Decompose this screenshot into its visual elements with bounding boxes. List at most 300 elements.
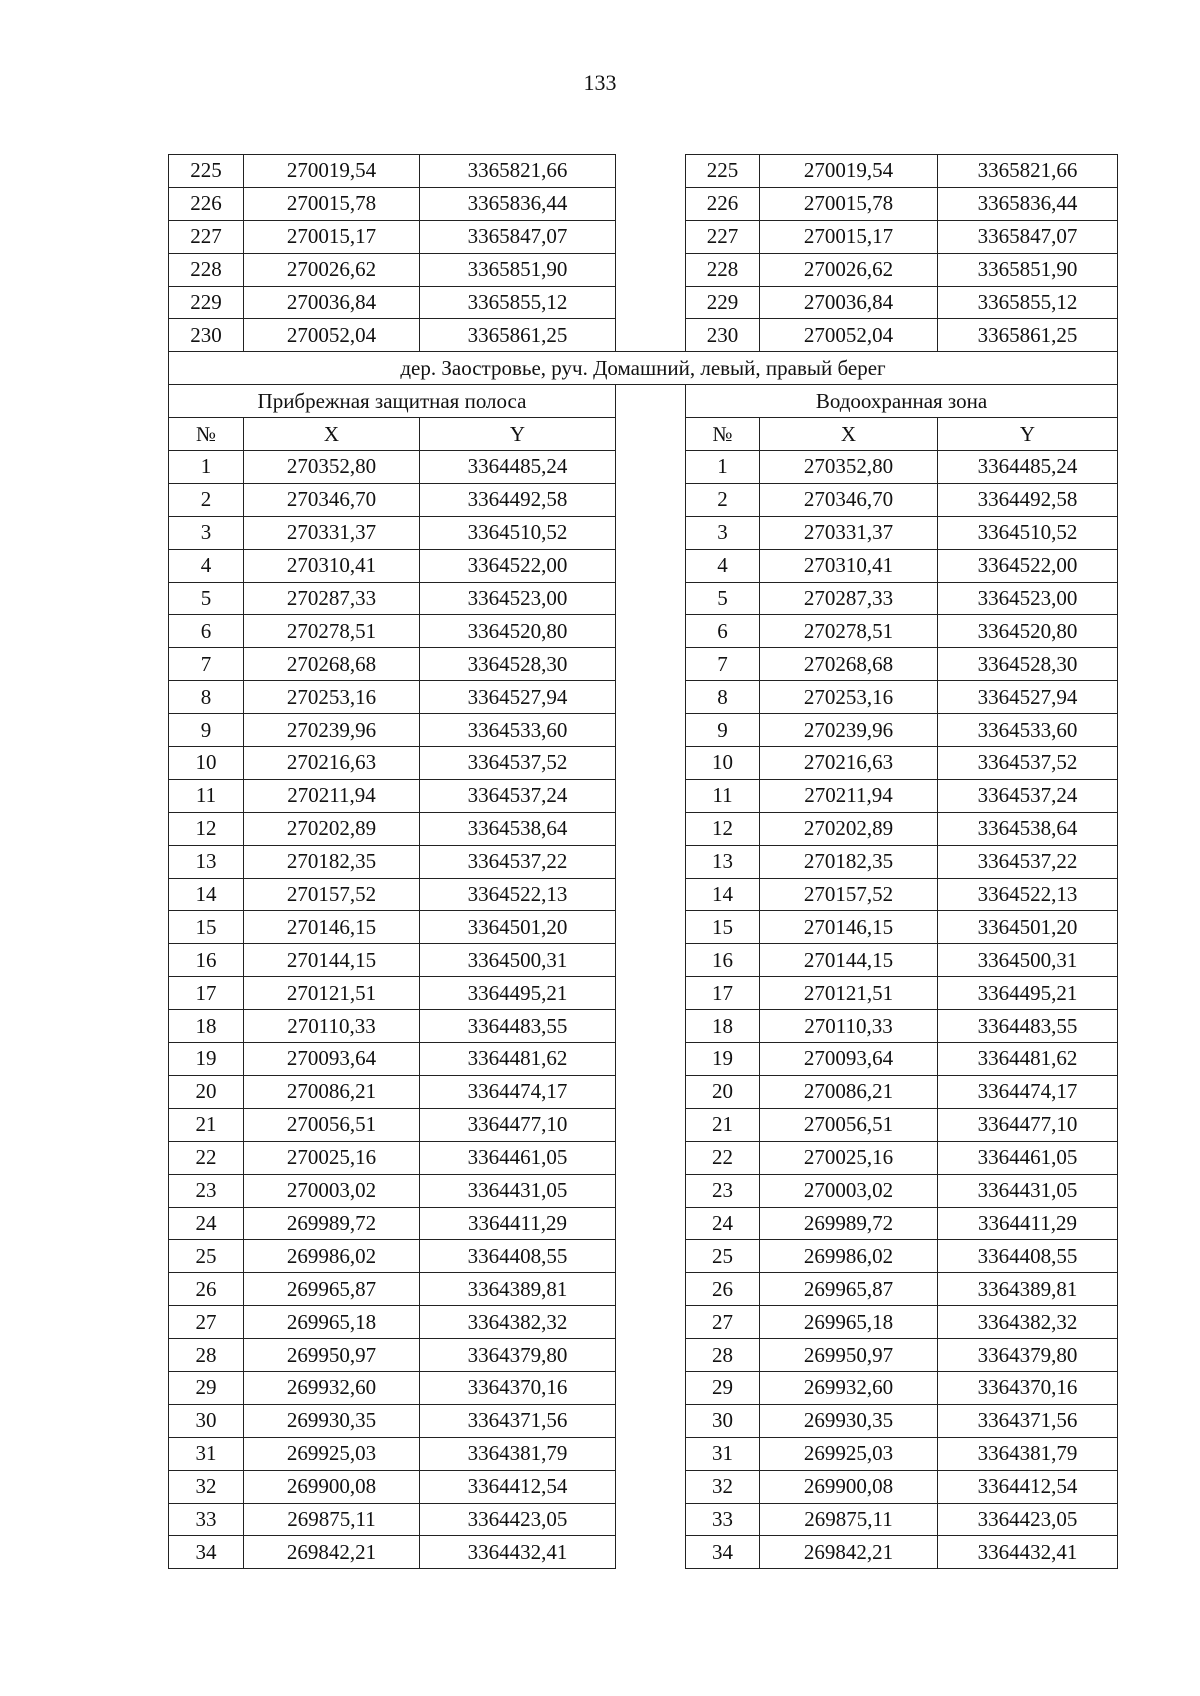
right-x-coordinate: 269950,97 bbox=[760, 1339, 938, 1372]
right-y-coordinate: 3364495,21 bbox=[938, 977, 1118, 1010]
left-y-coordinate: 3364461,05 bbox=[420, 1141, 616, 1174]
left-y-coordinate: 3364370,16 bbox=[420, 1371, 616, 1404]
right-y-coordinate: 3365847,07 bbox=[938, 220, 1118, 253]
column-gap bbox=[616, 911, 686, 944]
left-y-coordinate: 3364500,31 bbox=[420, 944, 616, 977]
right-y-coordinate: 3364431,05 bbox=[938, 1174, 1118, 1207]
right-point-number: 28 bbox=[686, 1339, 760, 1372]
right-x-coordinate: 270056,51 bbox=[760, 1108, 938, 1141]
left-y-coordinate: 3364389,81 bbox=[420, 1273, 616, 1306]
right-y-coordinate: 3365855,12 bbox=[938, 286, 1118, 319]
table-row bbox=[169, 1371, 1118, 1404]
table-row bbox=[169, 516, 1118, 549]
left-x-coordinate: 270093,64 bbox=[244, 1043, 420, 1076]
left-y-coordinate: 3364485,24 bbox=[420, 451, 616, 484]
left-x-coordinate: 270003,02 bbox=[244, 1174, 420, 1207]
left-y-coordinate: 3364501,20 bbox=[420, 911, 616, 944]
table-row bbox=[169, 286, 1118, 319]
left-point-number: 13 bbox=[169, 845, 244, 878]
left-point-number: 8 bbox=[169, 681, 244, 714]
left-y-coordinate: 3364533,60 bbox=[420, 714, 616, 747]
table-row bbox=[169, 1240, 1118, 1273]
right-x-coordinate: 270086,21 bbox=[760, 1075, 938, 1108]
column-gap bbox=[616, 845, 686, 878]
right-point-number: 19 bbox=[686, 1043, 760, 1076]
left-point-number: 33 bbox=[169, 1503, 244, 1536]
right-point-number: 17 bbox=[686, 977, 760, 1010]
right-y-coordinate: 3364382,32 bbox=[938, 1306, 1118, 1339]
right-x-coordinate: 269900,08 bbox=[760, 1470, 938, 1503]
left-x-coordinate: 269900,08 bbox=[244, 1470, 420, 1503]
right-x-header: X bbox=[760, 418, 938, 451]
column-gap bbox=[616, 418, 686, 451]
right-point-number: 3 bbox=[686, 516, 760, 549]
right-y-coordinate: 3364537,24 bbox=[938, 779, 1118, 812]
left-point-number: 12 bbox=[169, 812, 244, 845]
table-row bbox=[169, 1404, 1118, 1437]
left-x-coordinate: 269930,35 bbox=[244, 1404, 420, 1437]
left-point-number: 15 bbox=[169, 911, 244, 944]
left-x-coordinate: 270110,33 bbox=[244, 1010, 420, 1043]
left-point-number: 25 bbox=[169, 1240, 244, 1273]
right-point-number: 227 bbox=[686, 220, 760, 253]
right-point-number: 24 bbox=[686, 1207, 760, 1240]
right-y-coordinate: 3365861,25 bbox=[938, 319, 1118, 352]
left-x-coordinate: 270052,04 bbox=[244, 319, 420, 352]
table-row bbox=[169, 1306, 1118, 1339]
left-y-coordinate: 3364522,00 bbox=[420, 549, 616, 582]
right-x-coordinate: 270352,80 bbox=[760, 451, 938, 484]
left-point-number: 4 bbox=[169, 549, 244, 582]
column-gap bbox=[616, 1141, 686, 1174]
right-point-number: 18 bbox=[686, 1010, 760, 1043]
table-row bbox=[169, 747, 1118, 780]
left-y-coordinate: 3364431,05 bbox=[420, 1174, 616, 1207]
column-gap bbox=[616, 582, 686, 615]
right-x-coordinate: 269842,21 bbox=[760, 1536, 938, 1569]
table-row bbox=[169, 253, 1118, 286]
left-x-coordinate: 270278,51 bbox=[244, 615, 420, 648]
column-gap bbox=[616, 1339, 686, 1372]
left-x-coordinate: 269950,97 bbox=[244, 1339, 420, 1372]
right-y-coordinate: 3364411,29 bbox=[938, 1207, 1118, 1240]
right-y-coordinate: 3364522,13 bbox=[938, 878, 1118, 911]
left-x-coordinate: 270121,51 bbox=[244, 977, 420, 1010]
right-point-number: 4 bbox=[686, 549, 760, 582]
table-row bbox=[169, 220, 1118, 253]
right-point-number: 228 bbox=[686, 253, 760, 286]
right-point-number: 230 bbox=[686, 319, 760, 352]
column-gap bbox=[616, 1536, 686, 1569]
table-row bbox=[169, 845, 1118, 878]
right-x-coordinate: 270093,64 bbox=[760, 1043, 938, 1076]
right-y-coordinate: 3364381,79 bbox=[938, 1437, 1118, 1470]
left-x-coordinate: 269965,18 bbox=[244, 1306, 420, 1339]
right-x-coordinate: 270003,02 bbox=[760, 1174, 938, 1207]
left-point-number: 22 bbox=[169, 1141, 244, 1174]
column-gap bbox=[616, 1273, 686, 1306]
right-y-coordinate: 3364483,55 bbox=[938, 1010, 1118, 1043]
right-point-number: 15 bbox=[686, 911, 760, 944]
left-y-coordinate: 3364423,05 bbox=[420, 1503, 616, 1536]
left-x-coordinate: 270211,94 bbox=[244, 779, 420, 812]
column-gap bbox=[616, 220, 686, 253]
left-x-coordinate: 270015,78 bbox=[244, 187, 420, 220]
left-y-coordinate: 3364495,21 bbox=[420, 977, 616, 1010]
right-x-coordinate: 269930,35 bbox=[760, 1404, 938, 1437]
right-x-coordinate: 270015,78 bbox=[760, 187, 938, 220]
left-point-number: 5 bbox=[169, 582, 244, 615]
right-x-coordinate: 270146,15 bbox=[760, 911, 938, 944]
left-point-number: 3 bbox=[169, 516, 244, 549]
right-x-coordinate: 269986,02 bbox=[760, 1240, 938, 1273]
right-y-coordinate: 3364537,52 bbox=[938, 747, 1118, 780]
left-x-coordinate: 269925,03 bbox=[244, 1437, 420, 1470]
column-gap bbox=[616, 779, 686, 812]
left-point-number: 28 bbox=[169, 1339, 244, 1372]
table-row bbox=[169, 615, 1118, 648]
column-gap bbox=[616, 549, 686, 582]
left-point-number: 23 bbox=[169, 1174, 244, 1207]
table-row bbox=[169, 1273, 1118, 1306]
column-gap bbox=[616, 1470, 686, 1503]
table-row bbox=[169, 714, 1118, 747]
left-y-coordinate: 3365851,90 bbox=[420, 253, 616, 286]
right-x-coordinate: 269875,11 bbox=[760, 1503, 938, 1536]
coordinate-rows bbox=[169, 451, 1118, 1569]
left-y-coordinate: 3364523,00 bbox=[420, 582, 616, 615]
left-x-coordinate: 269986,02 bbox=[244, 1240, 420, 1273]
column-gap bbox=[616, 1207, 686, 1240]
left-x-coordinate: 270287,33 bbox=[244, 582, 420, 615]
column-gap bbox=[616, 1043, 686, 1076]
right-point-number: 9 bbox=[686, 714, 760, 747]
left-point-number: 16 bbox=[169, 944, 244, 977]
right-y-coordinate: 3364492,58 bbox=[938, 483, 1118, 516]
column-gap bbox=[616, 1108, 686, 1141]
left-y-coordinate: 3364528,30 bbox=[420, 648, 616, 681]
column-gap bbox=[616, 1404, 686, 1437]
left-point-number: 228 bbox=[169, 253, 244, 286]
left-x-coordinate: 270352,80 bbox=[244, 451, 420, 484]
right-point-number: 23 bbox=[686, 1174, 760, 1207]
left-x-coordinate: 270157,52 bbox=[244, 878, 420, 911]
left-x-coordinate: 270239,96 bbox=[244, 714, 420, 747]
column-gap bbox=[616, 1371, 686, 1404]
right-y-header: Y bbox=[938, 418, 1118, 451]
right-x-coordinate: 269965,18 bbox=[760, 1306, 938, 1339]
right-y-coordinate: 3364481,62 bbox=[938, 1043, 1118, 1076]
right-x-coordinate: 269989,72 bbox=[760, 1207, 938, 1240]
right-y-coordinate: 3364432,41 bbox=[938, 1536, 1118, 1569]
right-point-number: 27 bbox=[686, 1306, 760, 1339]
right-x-coordinate: 269932,60 bbox=[760, 1371, 938, 1404]
table-row bbox=[169, 582, 1118, 615]
left-x-coordinate: 270253,16 bbox=[244, 681, 420, 714]
left-point-number: 18 bbox=[169, 1010, 244, 1043]
table-row bbox=[169, 1141, 1118, 1174]
column-gap bbox=[616, 977, 686, 1010]
right-point-number: 10 bbox=[686, 747, 760, 780]
table-row bbox=[169, 483, 1118, 516]
table-row bbox=[169, 648, 1118, 681]
right-y-coordinate: 3364520,80 bbox=[938, 615, 1118, 648]
left-y-coordinate: 3364474,17 bbox=[420, 1075, 616, 1108]
column-gap bbox=[616, 714, 686, 747]
left-x-coordinate: 270036,84 bbox=[244, 286, 420, 319]
left-x-coordinate: 269965,87 bbox=[244, 1273, 420, 1306]
left-x-coordinate: 270331,37 bbox=[244, 516, 420, 549]
table-row bbox=[169, 1174, 1118, 1207]
table-row bbox=[169, 977, 1118, 1010]
table-row bbox=[169, 549, 1118, 582]
table-row bbox=[169, 319, 1118, 352]
right-x-coordinate: 270253,16 bbox=[760, 681, 938, 714]
right-x-coordinate: 270268,68 bbox=[760, 648, 938, 681]
left-x-coordinate: 270182,35 bbox=[244, 845, 420, 878]
right-y-coordinate: 3364370,16 bbox=[938, 1371, 1118, 1404]
right-x-coordinate: 270052,04 bbox=[760, 319, 938, 352]
column-gap bbox=[616, 681, 686, 714]
right-y-coordinate: 3364537,22 bbox=[938, 845, 1118, 878]
left-x-coordinate: 269842,21 bbox=[244, 1536, 420, 1569]
left-x-coordinate: 270216,63 bbox=[244, 747, 420, 780]
left-x-coordinate: 270202,89 bbox=[244, 812, 420, 845]
left-y-coordinate: 3364537,22 bbox=[420, 845, 616, 878]
right-point-number: 225 bbox=[686, 155, 760, 188]
right-y-coordinate: 3364485,24 bbox=[938, 451, 1118, 484]
right-point-number: 8 bbox=[686, 681, 760, 714]
column-gap bbox=[616, 1010, 686, 1043]
left-point-number: 227 bbox=[169, 220, 244, 253]
left-y-coordinate: 3365855,12 bbox=[420, 286, 616, 319]
table-row bbox=[169, 812, 1118, 845]
left-y-coordinate: 3364527,94 bbox=[420, 681, 616, 714]
right-x-coordinate: 270211,94 bbox=[760, 779, 938, 812]
column-gap bbox=[616, 1503, 686, 1536]
left-point-number: 27 bbox=[169, 1306, 244, 1339]
right-point-number: 1 bbox=[686, 451, 760, 484]
right-x-coordinate: 270346,70 bbox=[760, 483, 938, 516]
right-x-coordinate: 270026,62 bbox=[760, 253, 938, 286]
right-x-coordinate: 270019,54 bbox=[760, 155, 938, 188]
left-y-coordinate: 3364522,13 bbox=[420, 878, 616, 911]
left-x-coordinate: 270268,68 bbox=[244, 648, 420, 681]
right-point-number: 30 bbox=[686, 1404, 760, 1437]
table-row bbox=[169, 1470, 1118, 1503]
left-point-number: 34 bbox=[169, 1536, 244, 1569]
right-y-coordinate: 3364538,64 bbox=[938, 812, 1118, 845]
right-x-coordinate: 270121,51 bbox=[760, 977, 938, 1010]
right-point-number: 21 bbox=[686, 1108, 760, 1141]
left-point-number: 24 bbox=[169, 1207, 244, 1240]
right-y-coordinate: 3364389,81 bbox=[938, 1273, 1118, 1306]
table-row bbox=[169, 1075, 1118, 1108]
right-y-coordinate: 3364533,60 bbox=[938, 714, 1118, 747]
left-point-number: 1 bbox=[169, 451, 244, 484]
right-point-number: 22 bbox=[686, 1141, 760, 1174]
coordinates-table bbox=[168, 154, 1118, 1569]
right-point-number: 26 bbox=[686, 1273, 760, 1306]
left-y-coordinate: 3365836,44 bbox=[420, 187, 616, 220]
table-row bbox=[169, 155, 1118, 188]
left-y-coordinate: 3364510,52 bbox=[420, 516, 616, 549]
right-y-coordinate: 3364527,94 bbox=[938, 681, 1118, 714]
right-y-coordinate: 3365836,44 bbox=[938, 187, 1118, 220]
right-y-coordinate: 3364510,52 bbox=[938, 516, 1118, 549]
right-point-number: 229 bbox=[686, 286, 760, 319]
column-gap bbox=[616, 878, 686, 911]
section-header bbox=[169, 352, 1118, 451]
left-point-number: 31 bbox=[169, 1437, 244, 1470]
left-y-coordinate: 3364371,56 bbox=[420, 1404, 616, 1437]
right-point-number: 226 bbox=[686, 187, 760, 220]
left-y-coordinate: 3364477,10 bbox=[420, 1108, 616, 1141]
left-y-coordinate: 3364379,80 bbox=[420, 1339, 616, 1372]
right-y-coordinate: 3364371,56 bbox=[938, 1404, 1118, 1437]
left-y-coordinate: 3365847,07 bbox=[420, 220, 616, 253]
right-y-coordinate: 3364461,05 bbox=[938, 1141, 1118, 1174]
column-gap bbox=[616, 187, 686, 220]
right-x-coordinate: 270331,37 bbox=[760, 516, 938, 549]
left-point-number: 26 bbox=[169, 1273, 244, 1306]
left-y-coordinate: 3365821,66 bbox=[420, 155, 616, 188]
column-gap bbox=[616, 319, 686, 352]
right-num-header: № bbox=[686, 418, 760, 451]
right-point-number: 25 bbox=[686, 1240, 760, 1273]
left-x-coordinate: 269932,60 bbox=[244, 1371, 420, 1404]
left-point-number: 32 bbox=[169, 1470, 244, 1503]
left-x-coordinate: 270025,16 bbox=[244, 1141, 420, 1174]
right-y-coordinate: 3364501,20 bbox=[938, 911, 1118, 944]
right-point-number: 2 bbox=[686, 483, 760, 516]
left-y-coordinate: 3364481,62 bbox=[420, 1043, 616, 1076]
right-x-coordinate: 270202,89 bbox=[760, 812, 938, 845]
table-row bbox=[169, 1503, 1118, 1536]
table-row bbox=[169, 911, 1118, 944]
right-point-number: 20 bbox=[686, 1075, 760, 1108]
column-gap bbox=[616, 615, 686, 648]
table-row bbox=[169, 1207, 1118, 1240]
column-gap bbox=[616, 747, 686, 780]
left-x-coordinate: 270146,15 bbox=[244, 911, 420, 944]
left-y-coordinate: 3364537,24 bbox=[420, 779, 616, 812]
page-number: 133 bbox=[583, 70, 617, 95]
column-gap bbox=[616, 1437, 686, 1470]
left-num-header: № bbox=[169, 418, 244, 451]
right-x-coordinate: 270287,33 bbox=[760, 582, 938, 615]
right-y-coordinate: 3364523,00 bbox=[938, 582, 1118, 615]
left-point-number: 225 bbox=[169, 155, 244, 188]
column-gap bbox=[616, 451, 686, 484]
table-row bbox=[169, 878, 1118, 911]
left-y-coordinate: 3364483,55 bbox=[420, 1010, 616, 1043]
right-x-coordinate: 270025,16 bbox=[760, 1141, 938, 1174]
section-title: дер. Заостровье, руч. Домашний, левый, правый берег bbox=[169, 352, 1118, 385]
left-point-number: 230 bbox=[169, 319, 244, 352]
left-y-coordinate: 3364492,58 bbox=[420, 483, 616, 516]
column-gap bbox=[616, 944, 686, 977]
column-gap bbox=[616, 516, 686, 549]
left-y-coordinate: 3364411,29 bbox=[420, 1207, 616, 1240]
right-x-coordinate: 270157,52 bbox=[760, 878, 938, 911]
right-x-coordinate: 270310,41 bbox=[760, 549, 938, 582]
left-point-number: 2 bbox=[169, 483, 244, 516]
left-y-coordinate: 3364381,79 bbox=[420, 1437, 616, 1470]
left-point-number: 9 bbox=[169, 714, 244, 747]
left-point-number: 17 bbox=[169, 977, 244, 1010]
right-x-coordinate: 270144,15 bbox=[760, 944, 938, 977]
left-y-coordinate: 3364412,54 bbox=[420, 1470, 616, 1503]
right-point-number: 5 bbox=[686, 582, 760, 615]
right-y-coordinate: 3364408,55 bbox=[938, 1240, 1118, 1273]
left-x-header: X bbox=[244, 418, 420, 451]
left-point-number: 226 bbox=[169, 187, 244, 220]
left-x-coordinate: 270144,15 bbox=[244, 944, 420, 977]
table-row bbox=[169, 1010, 1118, 1043]
left-point-number: 29 bbox=[169, 1371, 244, 1404]
table-row bbox=[169, 779, 1118, 812]
column-gap bbox=[616, 1240, 686, 1273]
table-row bbox=[169, 187, 1118, 220]
left-point-number: 229 bbox=[169, 286, 244, 319]
table-row bbox=[169, 1108, 1118, 1141]
right-point-number: 12 bbox=[686, 812, 760, 845]
left-point-number: 14 bbox=[169, 878, 244, 911]
table-row bbox=[169, 1536, 1118, 1569]
right-y-coordinate: 3365851,90 bbox=[938, 253, 1118, 286]
table-row bbox=[169, 681, 1118, 714]
right-x-coordinate: 270110,33 bbox=[760, 1010, 938, 1043]
right-x-coordinate: 270036,84 bbox=[760, 286, 938, 319]
left-x-coordinate: 269989,72 bbox=[244, 1207, 420, 1240]
left-y-coordinate: 3364537,52 bbox=[420, 747, 616, 780]
right-x-coordinate: 269925,03 bbox=[760, 1437, 938, 1470]
right-heading: Водоохранная зона bbox=[686, 385, 1118, 418]
left-x-coordinate: 270056,51 bbox=[244, 1108, 420, 1141]
right-y-coordinate: 3364528,30 bbox=[938, 648, 1118, 681]
left-point-number: 10 bbox=[169, 747, 244, 780]
right-point-number: 11 bbox=[686, 779, 760, 812]
left-x-coordinate: 270310,41 bbox=[244, 549, 420, 582]
left-y-coordinate: 3364382,32 bbox=[420, 1306, 616, 1339]
left-point-number: 11 bbox=[169, 779, 244, 812]
right-y-coordinate: 3364522,00 bbox=[938, 549, 1118, 582]
left-point-number: 7 bbox=[169, 648, 244, 681]
right-point-number: 7 bbox=[686, 648, 760, 681]
right-y-coordinate: 3364423,05 bbox=[938, 1503, 1118, 1536]
right-point-number: 13 bbox=[686, 845, 760, 878]
left-x-coordinate: 269875,11 bbox=[244, 1503, 420, 1536]
left-y-coordinate: 3364520,80 bbox=[420, 615, 616, 648]
column-gap bbox=[616, 286, 686, 319]
column-gap bbox=[616, 812, 686, 845]
column-gap bbox=[616, 1174, 686, 1207]
right-point-number: 16 bbox=[686, 944, 760, 977]
right-point-number: 34 bbox=[686, 1536, 760, 1569]
left-y-coordinate: 3364408,55 bbox=[420, 1240, 616, 1273]
table-row bbox=[169, 451, 1118, 484]
right-point-number: 6 bbox=[686, 615, 760, 648]
right-point-number: 33 bbox=[686, 1503, 760, 1536]
left-x-coordinate: 270026,62 bbox=[244, 253, 420, 286]
column-gap bbox=[616, 253, 686, 286]
left-point-number: 19 bbox=[169, 1043, 244, 1076]
column-gap bbox=[616, 155, 686, 188]
previous-rows bbox=[169, 155, 1118, 352]
right-x-coordinate: 270239,96 bbox=[760, 714, 938, 747]
table-row bbox=[169, 1043, 1118, 1076]
